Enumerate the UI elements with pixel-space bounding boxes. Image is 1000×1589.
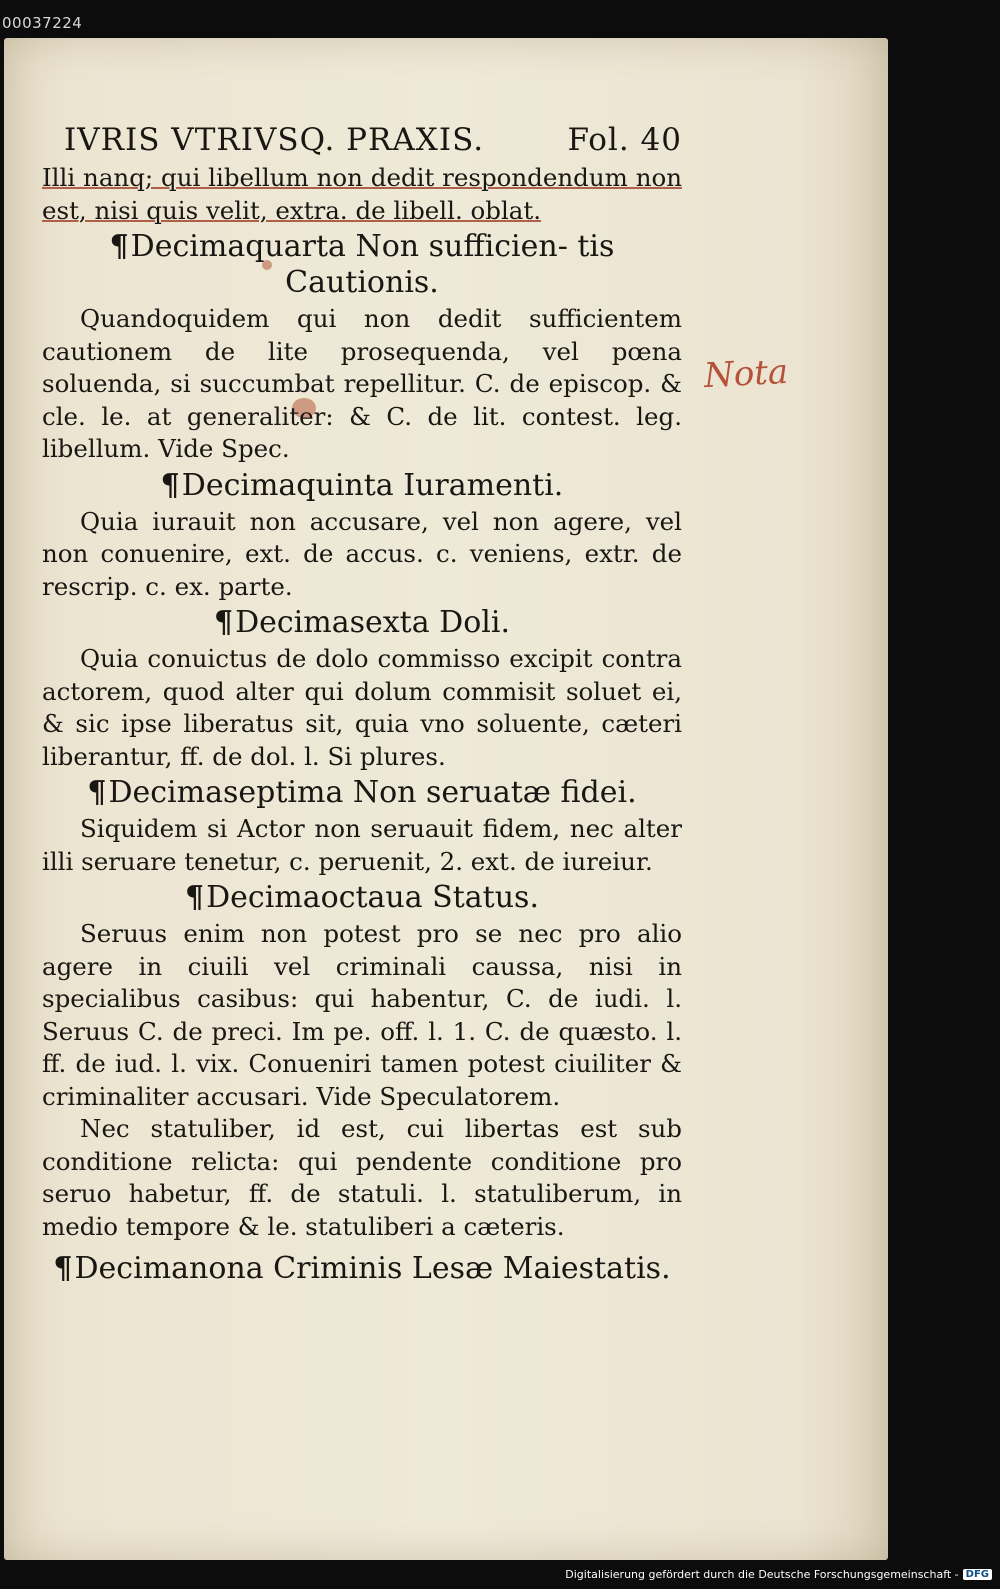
- pilcrow-icon: ¶: [185, 880, 205, 915]
- pilcrow-icon: ¶: [53, 1251, 73, 1286]
- section-heading: ¶Decimaquinta Iuramenti.: [160, 467, 564, 503]
- paragraph: Siquidem si Actor non seruauit fidem, nec alter illi seruare tenetur, c. peruenit, 2. ext. de iureiur.: [42, 814, 682, 876]
- section-heading: ¶Decimanona Criminis Lesæ Maiestatis.: [53, 1251, 671, 1286]
- paragraph: Quia conuictus de dolo commisso excipit contra actorem, quod alter qui dolum commisit soluet ei, & sic ipse liberatus sit, quia vno soluente, cæteri liberantur, ff. de dol. l. Si plures.: [42, 644, 682, 771]
- book-page: [4, 38, 888, 1560]
- footer-text: Digitalisierung gefördert durch die Deutsche Forschungsgemeinschaft -: [565, 1568, 959, 1581]
- pilcrow-icon: ¶: [87, 775, 107, 810]
- section-heading: ¶Decimasexta Doli.: [213, 605, 510, 640]
- section-heading: ¶Decimaoctaua Status.: [185, 880, 539, 915]
- pilcrow-icon: ¶: [213, 605, 234, 640]
- paragraph: Quia iurauit non accusare, vel non agere, vel non conuenire, ext. de accus. c. veniens, extr. de rescrip. c. ex. parte.: [42, 506, 682, 601]
- handwritten-margin-note: Nota: [703, 351, 790, 397]
- pilcrow-icon: ¶: [109, 229, 129, 264]
- section-heading: ¶Decimaquarta Non sufficien- tis Cautionis.: [109, 229, 615, 300]
- paragraph: Nec statuliber, id est, cui libertas est sub conditione relicta: qui pendente conditione pro seruo habetur, ff. de statuli. l. statuliberum, in medio tempore & le. statuliberi a cæteris.: [42, 1114, 682, 1241]
- paragraph-intro: Illi nanq; qui libellum non dedit respondendum non est, nisi quis velit, extra. de libell. oblat.: [42, 163, 682, 225]
- page-text: [42, 120, 682, 1289]
- paragraph: Seruus enim non potest pro se nec pro alio agere in ciuili vel criminali caussa, nisi in specialibus casibus: qui habentur, C. de iudi. l. Seruus C. de preci. Im pe. off. l. 1. C. de quæsto. l. ff. de iud. l. vix. Conueniri tamen potest ciuiliter & criminaliter accusari. Vide Speculatorem.: [42, 919, 682, 1111]
- running-head: [42, 120, 682, 160]
- scan-id: 00037224: [2, 14, 83, 32]
- running-head-title: IVRIS VTRIVSQ. PRAXIS.: [64, 122, 485, 158]
- pilcrow-icon: ¶: [160, 467, 180, 503]
- paragraph: Quandoquidem qui non dedit sufficientem cautionem de lite prosequenda, vel pœna soluenda, si succumbat repellitur. C. de episcop. & cle. le. at generaliter: & C. de lit. contest. leg. libellum. Vide Spec.: [42, 304, 682, 463]
- footer-credit: [565, 1568, 992, 1581]
- dfg-logo: DFG: [963, 1569, 992, 1580]
- folio-number: Fol. 40: [567, 122, 682, 158]
- section-heading: ¶Decimaseptima Non seruatæ fidei.: [87, 775, 637, 810]
